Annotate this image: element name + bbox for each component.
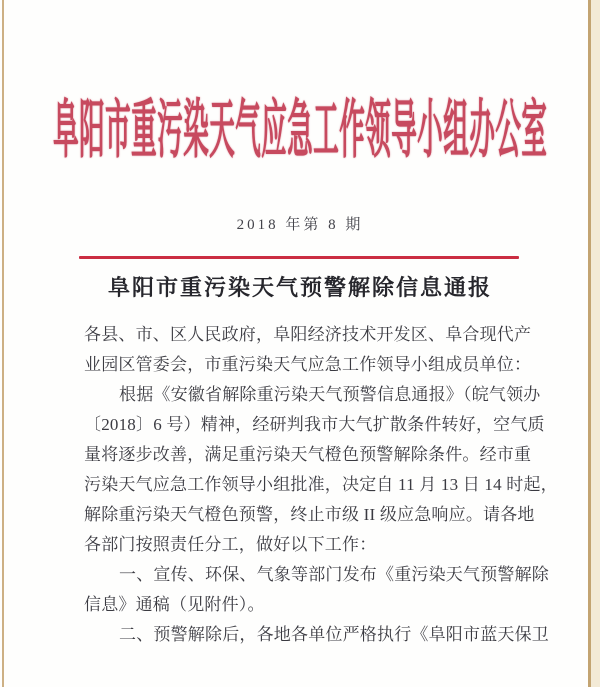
body-line: 业园区管委会，市重污染天气应急工作领导小组成员单位： <box>84 355 532 374</box>
body-line: 量将逐步改善，满足重污染天气橙色预警解除条件。经市重 <box>84 445 532 464</box>
body-line: 一、宣传、环保、气象等部门发布《重污染天气预警解除 <box>119 565 549 584</box>
body-line: 信息》通稿（见附件）。 <box>84 595 265 614</box>
body-line: 解除重污染天气橙色预警，终止市级 II 级应急响应。请各地 <box>84 505 535 524</box>
body-line: 污染天气应急工作领导小组批准，决定自 11 月 13 日 14 时起， <box>84 475 558 494</box>
body-line: 〔2018〕6 号）精神，经研判我市大气扩散条件转好，空气质 <box>84 415 545 434</box>
letterhead-office-name: 阜阳市重污染天气应急工作领导小组办公室 <box>52 97 548 167</box>
red-letterhead <box>0 80 600 167</box>
document-title: 阜阳市重污染天气预警解除信息通报 <box>107 275 492 300</box>
body-line: 各县、市、区人民政府，阜阳经济技术开发区、阜合现代产 <box>84 325 532 344</box>
body-line: 二、预警解除后，各地各单位严格执行《阜阳市蓝天保卫 <box>119 625 549 644</box>
body-line: 各部门按照责任分工，做好以下工作： <box>84 535 377 554</box>
body-line: 根据《安徽省解除重污染天气预警信息通报》（皖气领办 <box>119 385 541 404</box>
issue-number: 2018 年第 8 期 <box>236 217 364 233</box>
document-body <box>84 320 558 650</box>
red-divider-line <box>79 256 519 259</box>
